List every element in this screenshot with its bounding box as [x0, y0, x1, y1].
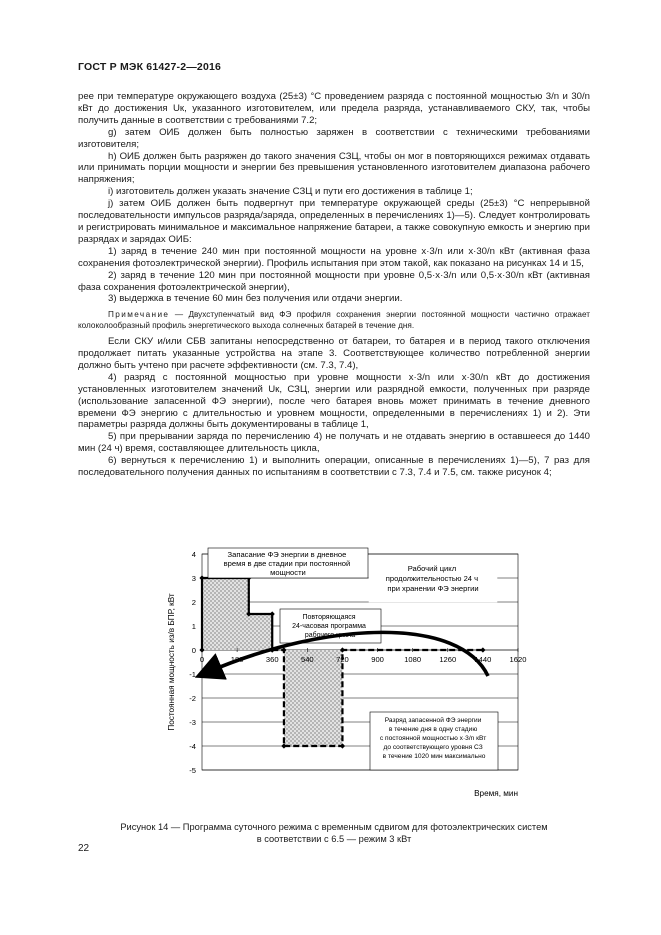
paragraph: 1) заряд в течение 240 мин при постоянной мощности на уровне x·3/n или x·30/n кВт (активная фаза сохранения фотоэлектрической энергии). Профиль испытания при этом такой, как показано на рисунках 14 и 15, — [78, 245, 590, 269]
x-tick-label: 1440 — [474, 655, 492, 664]
paragraph: 5) при прерывании заряда по перечислению 4) не получать и не отдавать энергию в оставшееся до 1440 мин (24 ч) время, составляющее длительность цикла, — [78, 431, 590, 455]
annotation-pv-storage — [208, 548, 368, 578]
paragraph: 2) заряд в течение 120 мин при постоянной мощности при уровне 0,5·x·3/n или 0,5·x·30/n кВт (активная фаза сохранения фотоэлектрической энергии), — [78, 269, 590, 293]
note-label: Примечание — [108, 310, 170, 320]
paragraph: Если СКУ и/или СБВ запитаны непосредственно от батареи, то батарея и в период такого отключения продолжает питать указанные устройства на этапе 3. Соответствующее количество потребленной энергии должно быть учтено при расчете эффективности (см. 7.3, 7.4), — [78, 336, 590, 371]
note — [78, 310, 590, 331]
paragraph: 4) разряд с постоянной мощностью при уровне мощности x·3/n или x·30/n кВт до достижения установленных изготовителем значений Uк, СЗЦ, энергии или разрядной емкости, полученных при разряде (использование запасенной ФЭ энергии), после чего батарея вновь может принимать в течение дневного времени ФЭ энергию с длительностью и уровнем мощности, определенными в перечислениях 1) и 2). Эти параметры разряда должны быть документированы в таблице 1, — [78, 371, 590, 431]
caption-line: в соответствии с 6.5 — режим 3 кВт — [256, 833, 412, 844]
svg-text:Разряд запасенной ФЭ энергии: Разряд запасенной ФЭ энергии в течение дня в одну стадию с постоянной мощностью x·3/n кВт до соответствующего уровня СЗ в течение 1020 мин максимально — [379, 717, 487, 760]
x-tick-label: 720 — [336, 655, 349, 664]
y-tick-label: -2 — [189, 694, 196, 703]
paragraph: 6) вернуться к перечислению 1) и выполнить операции, описанные в перечислениях 1)—5), 7 раз для последовательного получения данных по испытаниям в соответствии с 7.3, 7.4 и 7.5, см. также рисунок 4; — [78, 455, 590, 479]
note-text: — Двухступенчатый вид ФЭ профиля сохранения энергии постоянной мощности частично отражает колоколообразный профиль энергетического выхода солнечных батарей в течение дня. — [78, 310, 590, 330]
svg-text:Рабочий цикл продолжител: Рабочий цикл продолжительностью 24 ч при хранении ФЭ энергии — [385, 564, 479, 593]
paragraph: i) изготовитель должен указать значение СЗЦ и пути его достижения в таблице 1; — [108, 186, 473, 198]
caption-line: Рисунок 14 — Программа суточного режима с временным сдвигом для фотоэлектрических систем — [120, 822, 548, 832]
paragraph: рее при температуре окружающего воздуха (25±3) °С проведением разряда с постоянной мощностью 3/n и 30/n кВт до достижения Uк, указанного изготовителем, или предела разряда, устанавливаемого СКУ, так, чтобы получить данные в соответствии с требованиями 7.2; — [78, 91, 590, 126]
y-tick-label: -4 — [189, 742, 196, 751]
x-tick-label: 1260 — [439, 655, 457, 664]
power-profile-chart — [160, 542, 550, 814]
standard-header: ГОСТ Р МЭК 61427-2—2016 — [78, 61, 222, 73]
x-tick-label: 1620 — [509, 655, 527, 664]
x-axis-label: Время, мин — [474, 789, 518, 798]
y-tick-label: -5 — [189, 766, 196, 775]
svg-text:Повторяющаяся 24-часовая: Повторяющаяся 24-часовая программа рабочего цикла — [292, 614, 366, 639]
y-tick-label: 3 — [191, 574, 196, 583]
y-tick-label: 1 — [191, 622, 196, 631]
x-tick-label: 1080 — [404, 655, 422, 664]
y-tick-label: -1 — [189, 670, 196, 679]
annotation-discharge — [370, 712, 498, 770]
y-tick-label: 4 — [191, 550, 196, 559]
x-tick-label: 360 — [265, 655, 279, 664]
y-axis-label: Постоянная мощность из/в БПР, кВт — [167, 593, 176, 731]
x-tick-label: 900 — [371, 655, 384, 664]
page-number: 22 — [78, 843, 90, 854]
x-tick-label: 0 — [199, 655, 205, 664]
y-tick-label: -3 — [189, 718, 196, 727]
svg-text:Запасание ФЭ энергии в дневное: Запасание ФЭ энергии в дневное время в две стадии при постоянной мощности — [223, 550, 351, 577]
body-text-top — [78, 91, 590, 479]
paragraph: g) затем ОИБ должен быть полностью заряжен в соответствии с техническими требованиями изготовителя; — [78, 126, 590, 150]
y-tick-label: 0 — [191, 646, 196, 655]
paragraph: 3) выдержка в течение 60 мин без получения или отдачи энергии. — [108, 293, 403, 305]
x-tick-label: 180 — [230, 655, 244, 664]
annotation-work-cycle — [369, 560, 497, 602]
discharge-area — [284, 650, 343, 746]
x-tick-label: 540 — [300, 655, 314, 664]
figure-caption — [78, 822, 590, 845]
paragraph: h) ОИБ должен быть разряжен до такого значения СЗЦ, чтобы он мог в повторяющихся режимах отдавать или принимать порции мощности и энергии без превышения установленного изготовителем диапазона рабочего напряжения; — [78, 150, 590, 186]
y-tick-label: 2 — [191, 598, 196, 607]
paragraph: j) затем ОИБ должен быть подвергнут при температуре окружающей среды (25±3) °С непрерывной последовательности импульсов разряда/заряда, определенных в перечислениях 1)—5). Следует контролировать и регистрировать минимальное и максимальное напряжение батареи, а также совокупную емкость и энергию при разрядах и зарядах ОИБ: — [78, 198, 590, 245]
